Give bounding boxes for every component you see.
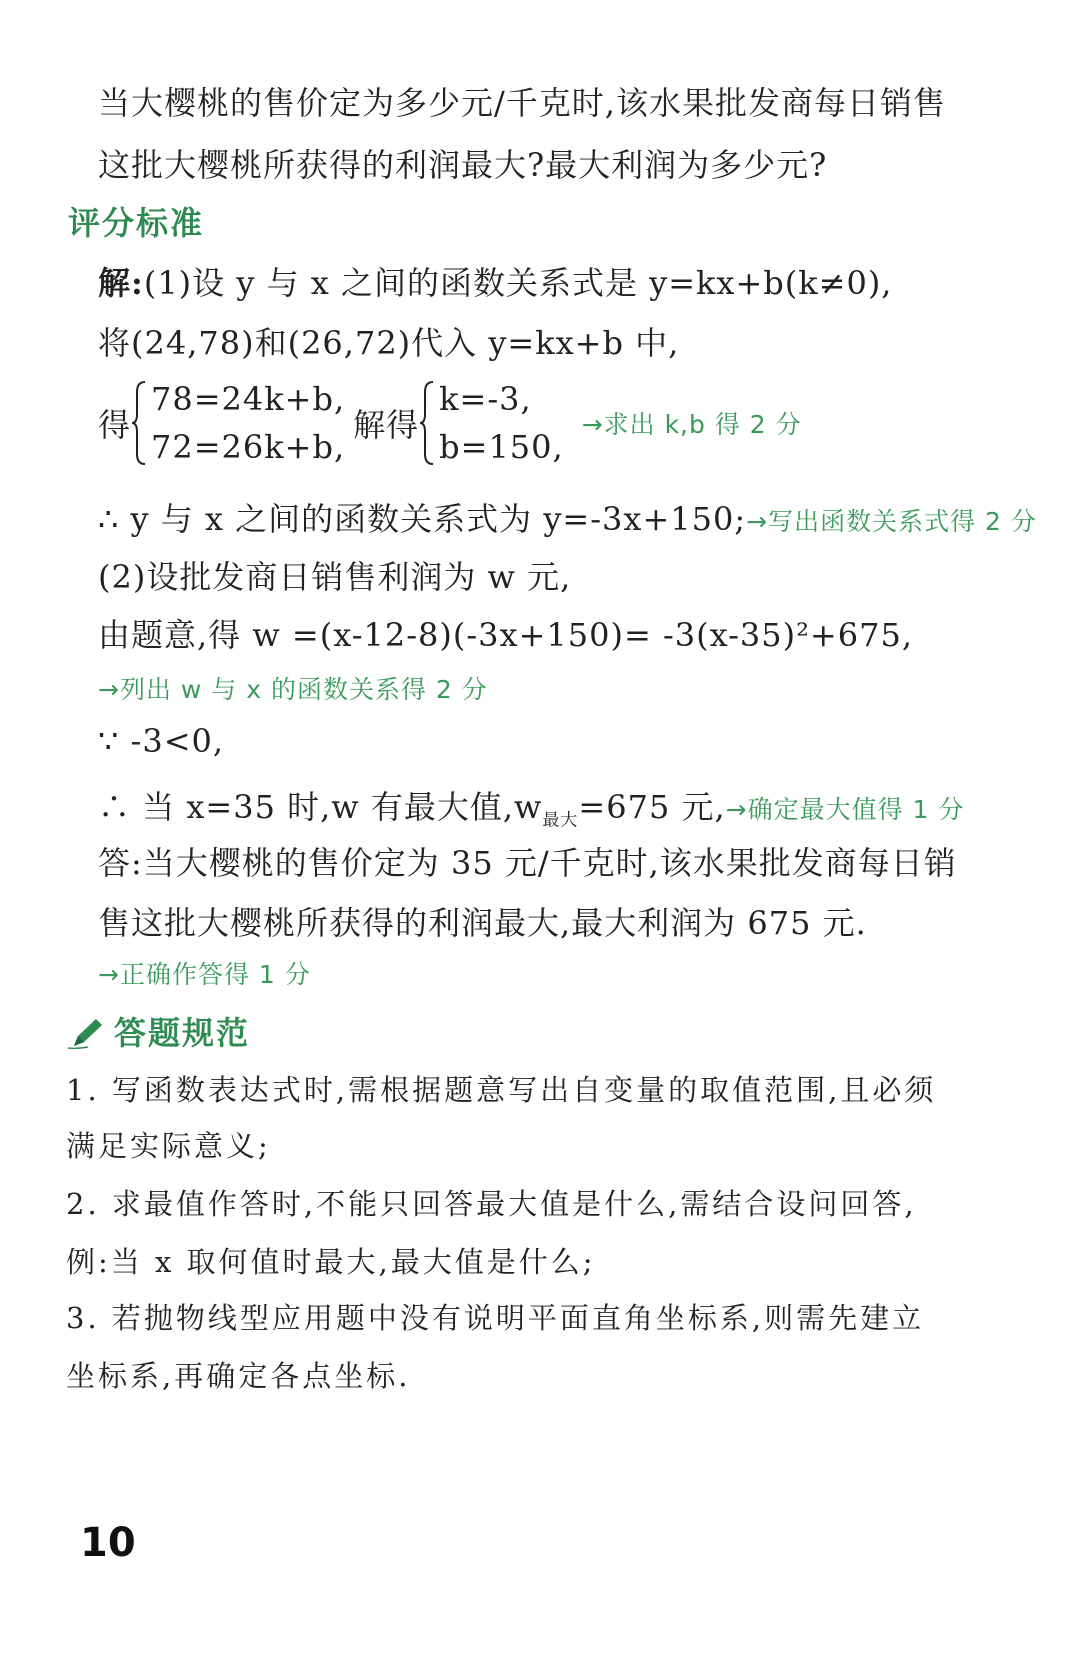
rule-2-line-2: 例:当 x 取何值时最大,最大值是什么; — [66, 1245, 596, 1279]
right-system-brace-icon — [419, 380, 435, 466]
score-note-2: →写出函数关系式得 2 分 — [746, 507, 1037, 536]
function-result: ∴ y 与 x 之间的函数关系式为 y=-3x+150; — [98, 500, 747, 538]
max-subscript: 最大 — [542, 810, 579, 831]
system-eq-2: 72=26k+b, — [151, 428, 346, 466]
pencil-icon — [66, 1016, 104, 1050]
score-note-4: →确定最大值得 1 分 — [725, 795, 965, 824]
page-number: 10 — [80, 1520, 136, 1566]
solution-label: 解: — [98, 264, 144, 302]
scoring-header: 评分标准 — [68, 204, 205, 242]
score-note-5: →正确作答得 1 分 — [98, 960, 311, 989]
solution-line-8 — [98, 782, 964, 830]
system-result-2: b=150, — [439, 428, 564, 466]
solution-line-2: 将(24,78)和(26,72)代入 y=kx+b 中, — [98, 324, 680, 362]
system-left — [131, 380, 345, 466]
solution-line-5: (2)设批发商日销售利润为 w 元, — [98, 558, 572, 596]
system-right — [419, 380, 564, 466]
question-line-2: 这批大樱桃所获得的利润最大?最大利润为多少元? — [98, 146, 828, 184]
solution-line-6: 由题意,得 w =(x-12-8)(-3x+150)= -3(x-35)²+675, — [98, 616, 913, 654]
score-note-1: →求出 k,b 得 2 分 — [581, 410, 802, 439]
left-brace-icon — [131, 380, 147, 466]
rule-2-line-1: 2. 求最值作答时,不能只回答最大值是什么,需结合设问回答, — [66, 1187, 917, 1221]
system-solve-label: 解得 — [353, 406, 420, 444]
solution-line-7: ∵ -3<0, — [98, 722, 225, 760]
equation-system — [98, 380, 802, 466]
score-note-3: →列出 w 与 x 的函数关系得 2 分 — [98, 675, 488, 704]
rule-1-line-1: 1. 写函数表达式时,需根据题意写出自变量的取值范围,且必须 — [66, 1073, 937, 1107]
answer-line-1: 答:当大樱桃的售价定为 35 元/千克时,该水果批发商每日销 — [98, 844, 957, 882]
system-result-1: k=-3, — [439, 380, 532, 418]
max-statement: ∴ 当 x=35 时,w 有最大值,w — [98, 788, 543, 826]
rule-3-line-1: 3. 若抛物线型应用题中没有说明平面直角坐标系,则需先建立 — [66, 1301, 925, 1335]
rules-header-text: 答题规范 — [114, 1014, 251, 1052]
question-line-1: 当大樱桃的售价定为多少元/千克时,该水果批发商每日销售 — [98, 84, 946, 122]
max-value: =675 元, — [578, 788, 726, 826]
solution-line-4 — [98, 494, 1037, 540]
answer-line-2: 售这批大樱桃所获得的利润最大,最大利润为 675 元. — [98, 904, 867, 942]
solution-part1-text: (1)设 y 与 x 之间的函数关系式是 y=kx+b(k≠0), — [143, 264, 893, 302]
rule-1-line-2: 满足实际意义; — [66, 1129, 271, 1163]
system-prefix: 得 — [98, 406, 132, 444]
solution-line-1 — [98, 258, 892, 304]
rules-header — [66, 1008, 250, 1054]
system-eq-1: 78=24k+b, — [151, 380, 346, 418]
rule-3-line-2: 坐标系,再确定各点坐标. — [66, 1359, 411, 1393]
